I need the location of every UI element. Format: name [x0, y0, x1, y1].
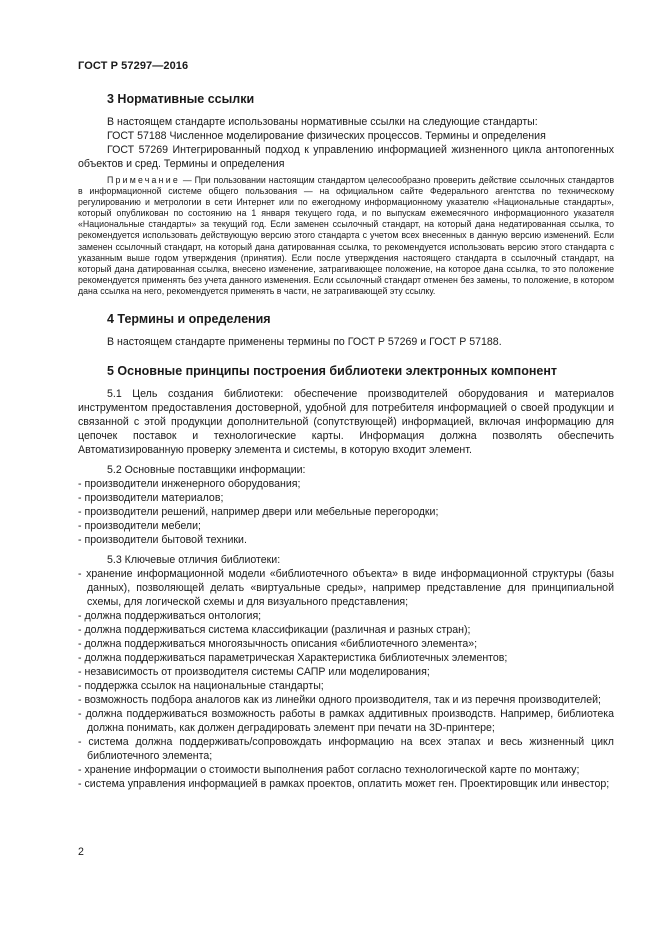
note-text: — При пользовании настоящим стандартом целесообразно проверить действие ссылочных стандартов в информационной системе общего пользования — на официальном сайте Федерального агентства по техническому регулированию и метрологии в сети Интернет или по ежегодному информационному указателю «Национальные стандарты», который опубликован по состоянию на 1 января текущего года, и по выпускам ежемесячного информационного указателя «Национальные стандарты» за текущий год. Если заменен ссылочный стандарт, на который дана недатированная ссылка, то рекомендуется использовать действующую версию этого стандарта с учетом всех внесенных в данную версию изменений. Если заменен ссылочный стандарт, на который дана датированная ссылка, то рекомендуется использовать версию этого стандарта с указанным выше годом утверждения (принятия). Если после утверждения настоящего стандарта в ссылочный стандарт, на который дана датированная ссылка, внесено изменение, затрагивающее положение, на которое дана ссылка, то это положение рекомендуется применять без учета данного изменения. Если ссылочный стандарт отменен без замены, то положение, в котором дана ссылка на него, рекомендуется применять в части, не затрагивающей эту ссылку.: [78, 175, 614, 296]
section-3-intro: В настоящем стандарте использованы нормативные ссылки на следующие стандарты:: [107, 116, 538, 128]
list-item: - система управления информацией в рамках проектов, оплатить может ген. Проектировщик или инвестор;: [78, 777, 614, 791]
list-item: - независимость от производителя системы САПР или моделирования;: [78, 665, 614, 679]
section-4-text: В настоящем стандарте применены термины по ГОСТ Р 57269 и ГОСТ Р 57188.: [107, 336, 502, 349]
section-4-title: 4 Термины и определения: [107, 312, 271, 327]
list-item: - производители бытовой техники.: [78, 533, 614, 547]
section-normative-references: [78, 92, 614, 297]
standard-code-header: ГОСТ Р 57297—2016: [78, 60, 189, 72]
list-item: - производители мебели;: [78, 519, 614, 533]
paragraph-5-3-title: 5.3 Ключевые отличия библиотеки:: [107, 554, 281, 567]
page-number: 2: [78, 846, 84, 858]
section-library-principles: [78, 364, 614, 791]
list-item: - должна поддерживаться возможность работы в рамках аддитивных производств. Например, библиотека должна понимать, как должен деградировать элемент при печати на 3D-принтере;: [78, 707, 614, 735]
list-item: - должна поддерживаться онтология;: [78, 609, 614, 623]
paragraph-5-2-title: 5.2 Основные поставщики информации:: [107, 464, 306, 477]
list-item: - система должна поддерживать/сопровождать информацию на всех этапах и весь жизненный цикл библиотечного элемента;: [78, 735, 614, 763]
list-item: - производители решений, например двери или мебельные перегородки;: [78, 505, 614, 519]
list-item: - производители материалов;: [78, 491, 614, 505]
reference-gost-57269: ГОСТ 57269 Интегрированный подход к управлению информацией жизненного цикла антопогенных объектов и сред. Термины и определения: [78, 144, 614, 170]
reference-gost-57188: ГОСТ 57188 Численное моделирование физических процессов. Термины и определения: [107, 130, 546, 142]
paragraph-5-1: 5.1 Цель создания библиотеки: обеспечение производителей оборудования и материалов инструментом предоставления достоверной, удобной для потребителя информацией о своей продукции и связанной с этой продукции дополнительной (сопутствующей) информацией, включая информацию для цепочек поставок и технологические карты. Информация должна позволять обеспечить Автоматизированную проверку элемента и системы, в которую входит элемент.: [78, 388, 614, 457]
list-item: - поддержка ссылок на национальные стандарты;: [78, 679, 614, 693]
page-content: [78, 92, 614, 791]
note-label: Примечание: [107, 175, 180, 185]
section-5-title: 5 Основные принципы построения библиотеки электронных компонент: [107, 364, 558, 379]
references-note: [78, 175, 614, 297]
list-item: - хранение информационной модели «библиотечного объекта» в виде информационной структуры (базы данных), позволяющей делать «виртуальные среды», например представление для принципиальной схемы, для логической схемы и для визуального представления;: [78, 567, 614, 609]
list-item: - возможность подбора аналогов как из линейки одного производителя, так и из перечня производителей;: [78, 693, 614, 707]
suppliers-list: [78, 477, 614, 547]
section-terms: [78, 312, 614, 349]
list-item: - должна поддерживаться система классификации (различная и разных стран);: [78, 623, 614, 637]
list-item: - производители инженерного оборудования;: [78, 477, 614, 491]
section-3-title: 3 Нормативные ссылки: [107, 92, 255, 106]
list-item: - должна поддерживаться многоязычность описания «библиотечного элемента»;: [78, 637, 614, 651]
list-item: - должна поддерживаться параметрическая Характеристика библиотечных элементов;: [78, 651, 614, 665]
list-item: - хранение информации о стоимости выполнения работ согласно технологической карте по монтажу;: [78, 763, 614, 777]
library-differences-list: [78, 567, 614, 791]
